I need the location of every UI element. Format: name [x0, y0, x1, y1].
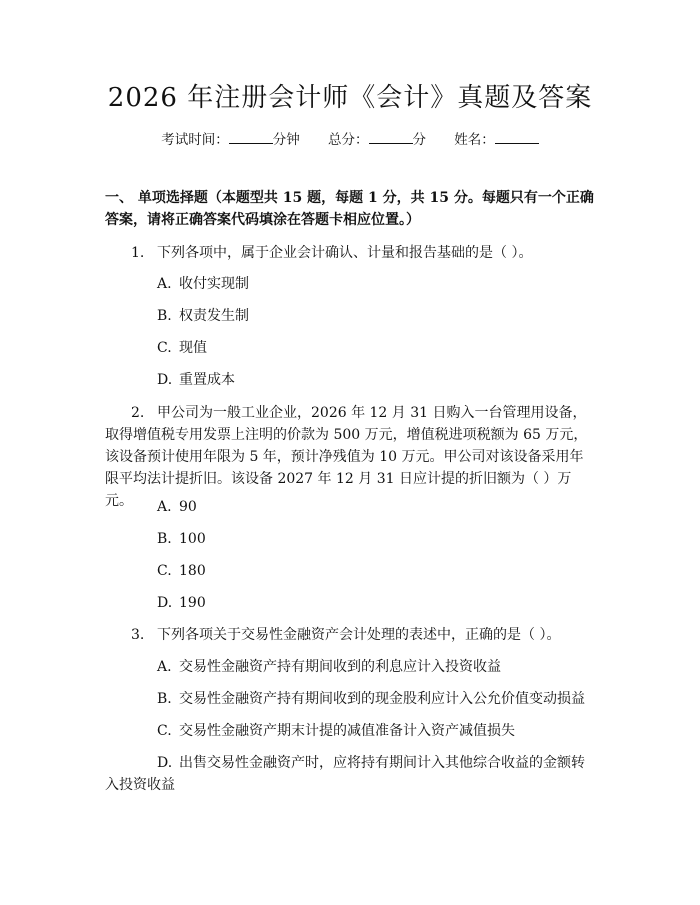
exam-score: 总分： 分 [328, 132, 426, 148]
q3-option-a: A. 交易性金融资产持有期间收到的利息应计入投资收益 [157, 659, 501, 675]
q2-option-a: A. 90 [157, 499, 197, 515]
q3-option-c: C. 交易性金融资产期末计提的减值准备计入资产减值损失 [157, 723, 515, 739]
question-number: 2. [131, 405, 145, 421]
exam-time: 考试时间： 分钟 [161, 132, 300, 148]
q3-option-b: B. 交易性金融资产持有期间收到的现金股利应计入公允价值变动损益 [157, 691, 585, 707]
question-3 [105, 624, 597, 646]
question-text: 甲公司为一般工业企业，2026 年 12 月 31 日购入一台管理用设备，取得增值税专用发票上注明的价款为 500 万元，增值税进项税额为 65 万元，该设备预计使用年限为 5 年，预计净残值为 10 万元。甲公司对该设备采用年限平均法计提折旧。该设备 2027 年 12 月 31 日应计提的折旧额为（ ）万元。 [105, 405, 588, 509]
exam-name: 姓名： [454, 132, 539, 148]
question-1 [105, 242, 597, 264]
q2-option-c: C. 180 [157, 563, 206, 579]
q1-option-b: B. 权责发生制 [157, 308, 249, 324]
exam-meta [0, 130, 700, 150]
q1-option-c: C. 现值 [157, 340, 207, 356]
question-number: 3. [131, 627, 145, 643]
q2-option-d: D. 190 [157, 595, 206, 611]
q1-option-a: A. 收付实现制 [157, 276, 249, 292]
question-text: 下列各项关于交易性金融资产会计处理的表述中，正确的是（ ）。 [157, 627, 561, 643]
section-number: 一、 [105, 190, 133, 206]
time-blank [229, 131, 273, 144]
section-heading [105, 187, 605, 231]
section-text: 单项选择题（本题型共 15 题，每题 1 分，共 15 分。每题只有一个正确答案，请将正确答案代码填涂在答题卡相应位置。） [105, 190, 594, 228]
page-title: 2026 年注册会计师《会计》真题及答案 [107, 83, 593, 113]
name-blank [495, 131, 539, 144]
score-blank [369, 131, 413, 144]
question-text: 下列各项中，属于企业会计确认、计量和报告基础的是（ ）。 [157, 245, 533, 261]
q3-option-d: D. 出售交易性金融资产时，应将持有期间计入其他综合收益的金额转入投资收益 [105, 755, 585, 793]
question-number: 1. [131, 245, 145, 261]
q1-option-d: D. 重置成本 [157, 372, 235, 388]
q2-option-b: B. 100 [157, 531, 206, 547]
